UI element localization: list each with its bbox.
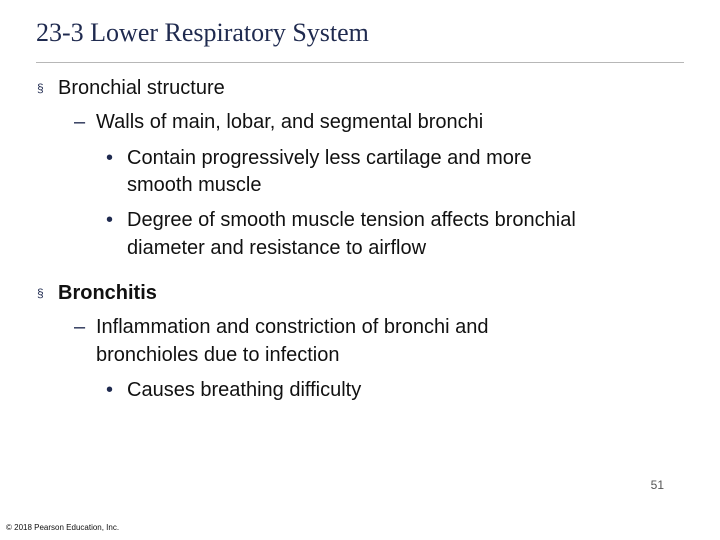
point-tension-line-1: Degree of smooth muscle tension affects bronchial (127, 209, 576, 231)
point-cartilage-line-1: Contain progressively less cartilage and more (127, 147, 532, 169)
subpoint-inflammation-line-1: Inflammation and constriction of bronchi and (96, 316, 489, 338)
square-bullet-icon: § (37, 286, 44, 300)
section-heading-bronchitis: Bronchitis (58, 282, 157, 304)
square-bullet-icon: § (37, 81, 44, 95)
dash-bullet-icon: – (74, 316, 86, 338)
dash-bullet-icon: – (74, 111, 86, 133)
point-tension-line-2: diameter and resistance to airflow (127, 237, 427, 259)
bullet-dot-icon: • (106, 379, 114, 401)
title-divider (36, 62, 684, 63)
copyright-notice: © 2018 Pearson Education, Inc. (6, 523, 120, 532)
page-number: 51 (650, 478, 664, 492)
bullet-dot-icon: • (106, 147, 114, 169)
point-breathing-difficulty: Causes breathing difficulty (127, 379, 362, 401)
slide-title: 23-3 Lower Respiratory System (36, 18, 369, 47)
subpoint-bronchi-walls: Walls of main, lobar, and segmental bronchi (96, 111, 484, 133)
section-heading-bronchial-structure: Bronchial structure (58, 77, 225, 99)
point-cartilage-line-2: smooth muscle (127, 174, 262, 196)
bullet-dot-icon: • (106, 209, 114, 231)
subpoint-inflammation-line-2: bronchioles due to infection (96, 344, 340, 366)
